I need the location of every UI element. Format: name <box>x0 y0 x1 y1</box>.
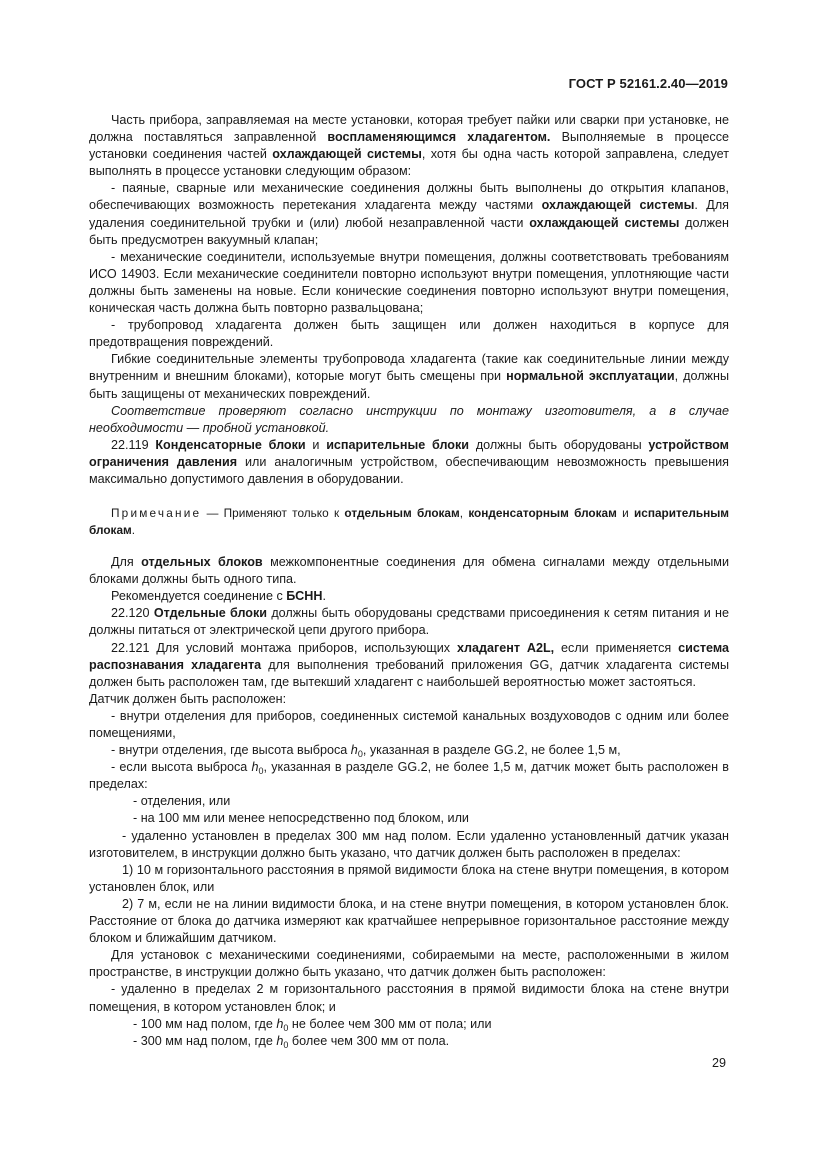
text-run: межкомпонентные соединения для обмена сигналами между отдельными блоками должны быть одного типа. <box>89 555 729 587</box>
list-subitem <box>89 1016 729 1033</box>
term-bold: конденсаторным блокам <box>468 506 617 521</box>
text-run: - паяные, сварные или механические соединения должны быть выполнены до открытия клапанов, обеспечивающих возможность перетекания хладагента между частями <box>89 181 729 213</box>
text-run: - внутри отделения, где высота выброса <box>111 743 351 758</box>
text-run: 22.121 Для условий монтажа приборов, использующих <box>111 640 457 655</box>
term-bold: воспламеняющимся хладагентом. <box>327 130 551 145</box>
subscript: 0 <box>283 1022 289 1033</box>
text-run: если применяется <box>554 640 679 655</box>
text-run: 22.119 <box>111 437 156 452</box>
clause-22-121 <box>89 640 729 691</box>
paragraph-intro <box>89 112 729 180</box>
term-bold: хладагент A2L, <box>456 640 555 655</box>
symbol-h: h <box>251 760 259 775</box>
list-subitem: - удаленно установлен в пределах 300 мм над полом. Если удаленно установленный датчик указан изготовителем, в инструкции должно быть указано, что датчик должен быть расположен в пределах: <box>89 828 729 860</box>
list-item: - внутри отделения для приборов, соединенных системой канальных воздуховодов с одним или более помещениями, <box>89 708 729 740</box>
text-run: должны быть оборудованы средствами присоединения к сетям питания и не должны питаться от электрической цепи другого прибора. <box>89 606 729 638</box>
sensor-location-intro: Датчик должен быть расположен: <box>89 691 287 706</box>
text-run: . <box>322 589 326 604</box>
term-bold: нормальной эксплуатации <box>506 369 675 384</box>
list-item: - удаленно в пределах 2 м горизонтального расстояния в прямой видимости блока на стене внутри помещения, в котором установлен блок; и <box>89 982 729 1014</box>
compliance-check: Соответствие проверяют согласно инструкции по монтажу изготовителя, а в случае необходимости — пробной установкой. <box>89 403 729 435</box>
text-run: 22.120 <box>111 606 154 621</box>
text-run: более чем 300 мм от пола. <box>288 1033 450 1048</box>
symbol-h: h <box>276 1033 284 1048</box>
list-subitem <box>89 1033 729 1050</box>
clause-22-120 <box>89 605 729 639</box>
text-run: - если высота выброса <box>111 760 252 775</box>
term-bold: система распознавания хладагента <box>89 640 729 672</box>
text-run: должен быть предусмотрен вакуумный клапан; <box>89 215 729 247</box>
text-run: Гибкие соединительные элементы трубопровода хладагента (такие как соединительные линии между внутренним и внешним блоками), которые могут быть смещены при <box>89 352 729 384</box>
text-run: , указанная в разделе GG.2, не более 1,5 м, <box>362 743 621 758</box>
numbered-item: 2) 7 м, если не на линии видимости блока, и на стене внутри помещения, в котором установлен блок. Расстояние от блока до датчика измеряют как кратчайшее непрерывное горизонтальное расстояние между блоком и ближайшим датчиком. <box>89 896 729 946</box>
text-run: должны быть оборудованы <box>469 437 649 452</box>
text-run: — Применяют только к <box>201 506 345 521</box>
term-bold: БСНН <box>286 589 323 604</box>
symbol-h: h <box>350 743 358 758</box>
clause-22-119 <box>89 437 729 488</box>
text-run: - 100 мм над полом, где <box>133 1016 277 1031</box>
term-bold: испарительные блоки <box>326 437 470 452</box>
document-body <box>89 112 729 1050</box>
text-run: для выполнения требований приложения GG, датчик хладагента системы должен быть расположен там, где вытекший хладагент с наибольшей вероятностью может застояться. <box>89 657 729 689</box>
list-item <box>89 742 729 759</box>
text-run: , хотя бы одна часть которой заправлена, следует выполнять в процессе установки следующим образом: <box>89 147 729 179</box>
note <box>89 505 729 539</box>
text-run: Часть прибора, заправляемая на месте установки, которая требует пайки или сварки при установке, не должна поставляться заправленной <box>89 113 729 145</box>
list-item <box>89 759 729 793</box>
paragraph-field-joints: Для установок с механическими соединениями, собираемыми на месте, расположенными в жилом пространстве, в инструкции должно быть указано, что датчик должен быть расположен: <box>89 948 729 980</box>
subscript: 0 <box>283 1039 289 1050</box>
text-run: , должны быть защищены от механических повреждений. <box>89 369 729 401</box>
text-run: Выполняемые в процессе установки соединения частей <box>89 130 730 162</box>
note-label: Примечание <box>111 506 202 521</box>
document-code: ГОСТ Р 52161.2.40—2019 <box>568 76 728 91</box>
list-subitem: - отделения, или <box>133 794 231 809</box>
term-bold: Конденсаторные блоки <box>155 437 306 452</box>
term-bold: охлаждающей системы <box>272 147 422 162</box>
text-run: , <box>459 506 469 521</box>
term-bold: устройством ограничения давления <box>89 437 729 469</box>
text-run: Рекомендуется соединение с <box>111 589 287 604</box>
paragraph-recommendation <box>89 588 729 605</box>
term-bold: отдельным блокам <box>344 506 460 521</box>
text-run: . Для удаления соединительной трубки и (или) любой незаправленной части <box>89 198 729 230</box>
list-subitem: - на 100 мм или менее непосредственно под блоком, или <box>133 811 469 826</box>
subscript: 0 <box>357 749 363 760</box>
text-run: Для <box>111 555 142 570</box>
term-bold: охлаждающей системы <box>529 215 680 230</box>
subscript: 0 <box>258 766 264 777</box>
text-run: - 300 мм над полом, где <box>133 1033 277 1048</box>
text-run: не более чем 300 мм от пола; или <box>288 1016 492 1031</box>
text-run: , указанная в разделе GG.2, не более 1,5 м, датчик может быть расположен в пределах: <box>89 760 729 792</box>
symbol-h: h <box>276 1016 284 1031</box>
text-run: . <box>131 523 136 538</box>
term-bold: испарительным блокам <box>89 506 729 538</box>
term-bold: охлаждающей системы <box>541 198 695 213</box>
paragraph-separate-units <box>89 554 729 588</box>
numbered-item: 1) 10 м горизонтального расстояния в прямой видимости блока на стене внутри помещения, в котором установлен блок, или <box>89 862 729 894</box>
text-run: и <box>305 437 327 452</box>
bullet-mechanical-connectors: - механические соединители, используемые внутри помещения, должны соответствовать требованиям ИСО 14903. Если механические соединители повторно используют внутри помещения, уплотняющие части должны быть заменены на новые. Если конические соединения повторно используют внутри помещения, коническая часть должна быть повторно развальцована; <box>89 249 729 316</box>
text-run: и <box>616 506 635 521</box>
page-number: 29 <box>711 1056 726 1070</box>
term-bold: отдельных блоков <box>141 555 263 570</box>
bullet-pipeline: - трубопровод хладагента должен быть защищен или должен находиться в корпусе для предотвращения повреждений. <box>89 318 729 350</box>
text-run: или аналогичным устройством, обеспечивающим невозможность превышения максимально допустимого давления в оборудовании. <box>89 454 729 486</box>
paragraph-flexible <box>89 351 729 402</box>
term-bold: Отдельные блоки <box>153 606 268 621</box>
bullet-joints <box>89 180 729 248</box>
